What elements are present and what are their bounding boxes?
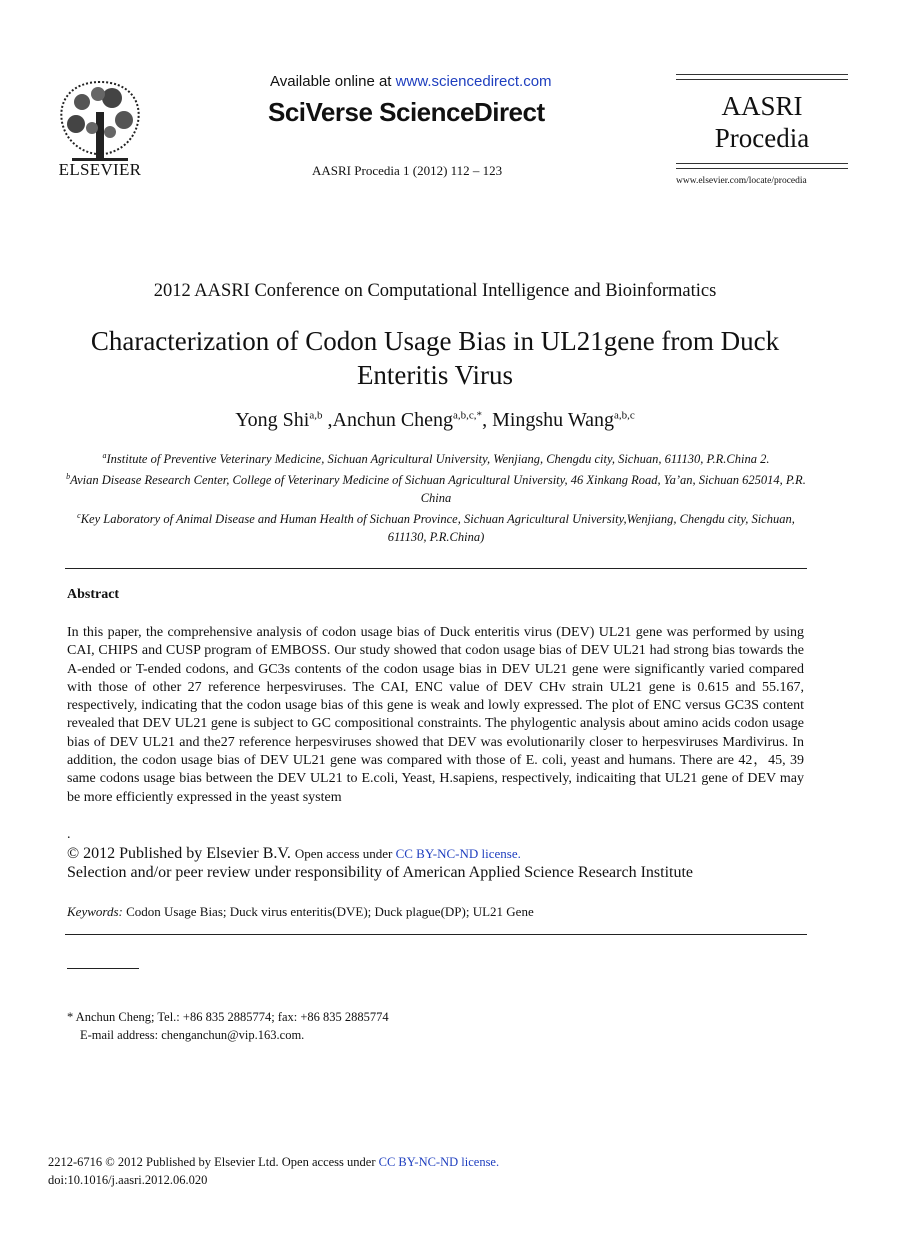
journal-box-rule: [676, 79, 848, 80]
journal-box-rule: [676, 163, 848, 164]
license-link[interactable]: CC BY-NC-ND license.: [395, 846, 521, 861]
author-affil-mark: a,b,c,*: [453, 409, 483, 422]
peer-review-statement: Selection and/or peer review under responsibility of American Applied Science Research Institute: [67, 864, 694, 881]
availability-line: [270, 73, 552, 90]
footnote-rule: [67, 968, 139, 969]
affiliation-item: [66, 447, 806, 468]
affiliation-mark: a: [102, 451, 107, 460]
affiliation-item: [66, 468, 806, 507]
copyright-line: [67, 845, 521, 863]
affiliation-item: [66, 507, 806, 546]
abstract-heading: Abstract: [67, 587, 120, 602]
author-name: Yong Shi: [235, 409, 310, 431]
platform-name: SciVerse ScienceDirect: [268, 97, 545, 127]
abstract-top-rule: [65, 568, 807, 569]
keywords-list: Codon Usage Bias; Duck virus enteritis(DVE); Duck plague(DP); UL21 Gene: [126, 904, 534, 919]
conference-name: 2012 AASRI Conference on Computational Intelligence and Bioinformatics: [153, 281, 717, 301]
journal-name: [676, 90, 848, 154]
copyright-text: © 2012 Published by Elsevier B.V.: [67, 845, 291, 862]
journal-url[interactable]: www.elsevier.com/locate/procedia: [676, 176, 807, 186]
affiliations: [66, 447, 806, 546]
journal-box-rule: [676, 74, 848, 75]
affiliation-mark: b: [66, 472, 71, 482]
open-access-text: Open access under: [294, 846, 396, 861]
journal-citation: AASRI Procedia 1 (2012) 112 – 123: [312, 163, 503, 178]
issn-line: [48, 1155, 499, 1170]
affiliation-mark: c: [77, 511, 81, 521]
availability-prefix: Available online at: [270, 73, 396, 90]
bottom-license-link[interactable]: CC BY-NC-ND license.: [378, 1155, 500, 1169]
abstract-body: In this paper, the comprehensive analysis of codon usage bias of Duck enteritis virus (DEV) UL21 gene was performed by using CAI, CHIPS and CUSP program of EMBOSS. Our study showed that codon usage bias of DEV UL21 had strong bias towards the A-ended or T-ended codons, and GC3s contents of the codon usage bias in DEV UL21 gene were significantly varied compared with those of other 27 reference herpesviruses. The CAI, ENC value of DEV CHv strain UL21 gene is 0.615 and 55.167, respectively, indicating that the codon usage bias of this gene is weak and lowly expressed. The plot of ENC versus GC3S content revealed that DEV UL21 gene is subject to GC compositional constraints. The phylogentic analysis about amino acids codon usage bias of DEV UL21 and the27 reference herpesviruses showed that DEV was evolutionarily closer to herpesviruses Mardivirus. In addition, the codon usage bias of DEV UL21 gene was compared with those of E. coli, yeast and humans. There are 42，45, 39 same codons usage bias between the DEV UL21 to E.coli, Yeast, H.sapiens, respectively, indicaiting that UL21 gene of DEV may be more efficiently expressed in the yeast system: [67, 625, 804, 805]
author-list: [0, 409, 870, 432]
paper-title: Characterization of Codon Usage Bias in UL21gene from Duck Enteritis Virus: [90, 326, 780, 390]
abstract-trailing-dot: .: [67, 827, 71, 842]
author-name: Anchun Cheng: [332, 409, 454, 431]
keywords-label: Keywords:: [67, 904, 123, 919]
affiliation-text: Key Laboratory of Animal Disease and Human Health of Sichuan Province, Sichuan Agricultural University,Wenjiang, Chengdu city, Sichuan, 611130, P.R.China): [80, 512, 795, 544]
doi[interactable]: doi:10.1016/j.aasri.2012.06.020: [48, 1173, 208, 1187]
corresponding-author-email: E-mail address: chenganchun@vip.163.com.: [80, 1028, 305, 1042]
author-separator: ,: [322, 409, 333, 431]
corresponding-author-note: * Anchun Cheng; Tel.: +86 835 2885774; fax: +86 835 2885774: [67, 1010, 389, 1024]
journal-name-line1: AASRI: [721, 91, 803, 121]
author-affil-mark: a,b: [309, 409, 323, 422]
sciencedirect-link[interactable]: www.sciencedirect.com: [395, 73, 552, 90]
affiliation-text: Avian Disease Research Center, College of Veterinary Medicine of Sichuan Agricultural University, 46 Xinkang Road, Ya’an, Sichuan 625014, P.R. China: [70, 473, 806, 505]
author-affil-mark: a,b,c: [613, 409, 635, 422]
journal-box-rule: [676, 168, 848, 169]
author-name: Mingshu Wang: [492, 409, 614, 431]
publisher-wordmark: ELSEVIER: [58, 160, 142, 179]
abstract-bottom-rule: [65, 934, 807, 935]
affiliation-text: Institute of Preventive Veterinary Medicine, Sichuan Agricultural University, Wenjiang, Chengdu city, Sichuan, 611130, P.R.China 2.: [106, 452, 770, 467]
author-separator: ,: [482, 409, 493, 431]
issn-text: 2212-6716 © 2012 Published by Elsevier Ltd. Open access under: [48, 1155, 379, 1169]
keywords-line: [67, 904, 534, 920]
journal-name-line2: Procedia: [714, 123, 810, 153]
